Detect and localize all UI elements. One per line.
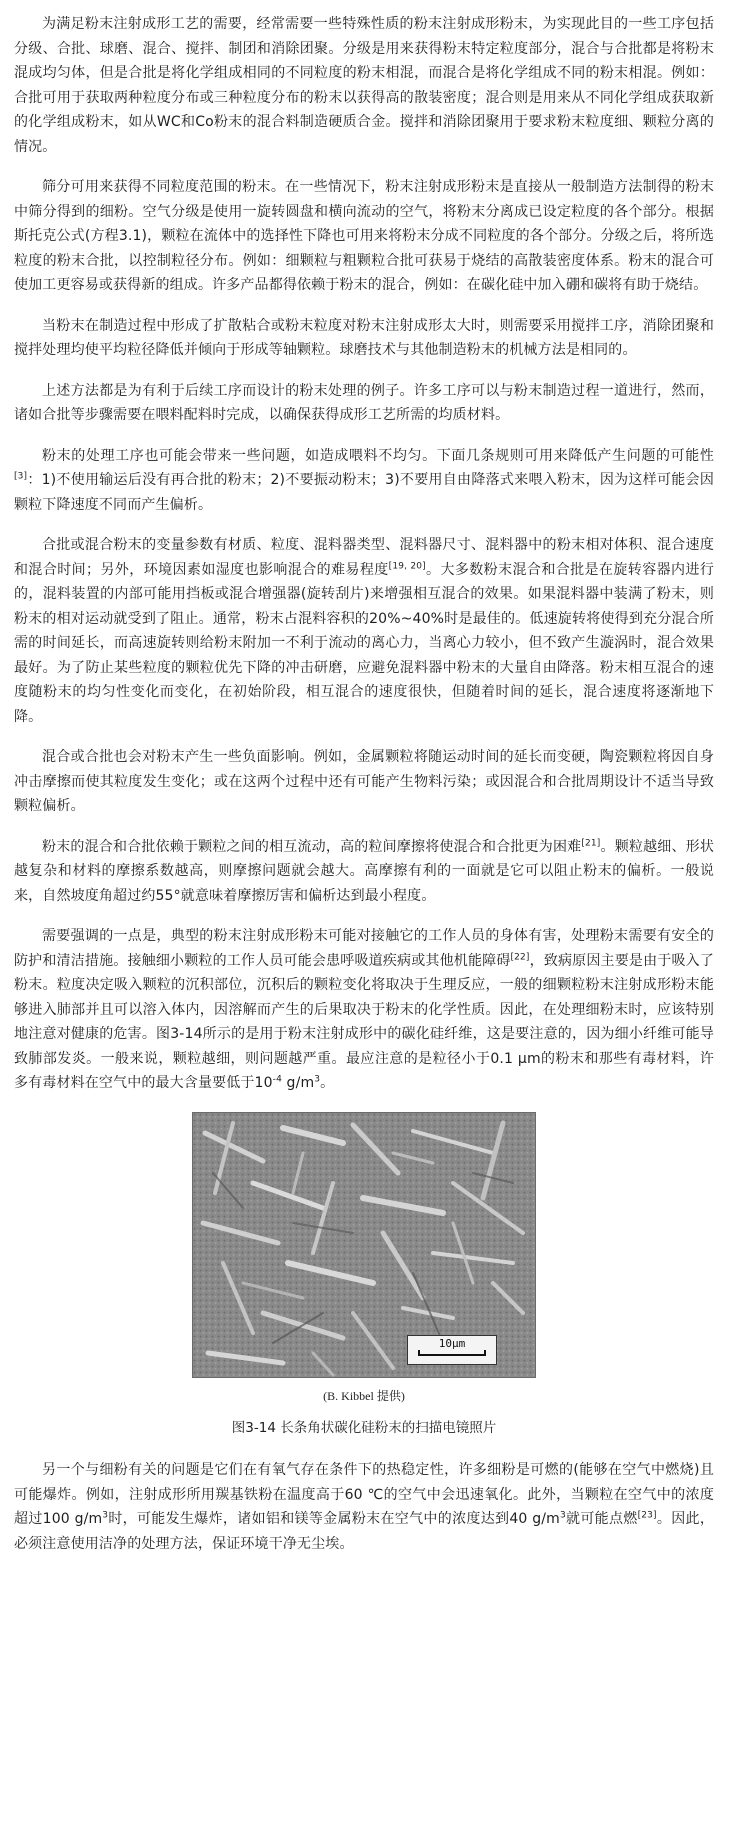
paragraph-8-text-b: 。颗粒越细、形状越复杂和材料的摩擦系数越高，则摩擦问题就会越大。高摩擦有利的一面就是它可以阻止粉末的偏析。一般说来，自然坡度角超过约55°就意味着摩擦厉害和偏析达到最小程度。: [14, 838, 715, 904]
scale-bar-label: 10μm: [438, 1336, 466, 1350]
paragraph-9-end: 。: [320, 1075, 335, 1091]
scale-bar-tick-left: [418, 1350, 420, 1356]
exponent-3a: 3: [102, 1510, 109, 1521]
paragraph-1: [14, 12, 714, 159]
paragraph-6-text-a: 合批或混合粉末的变量参数有材质、粒度、混料器类型、混料器尺寸、混料器中的粉末相对体积、混合速度和混合时间；另外，环境因素如湿度也影响混合的难易程度: [14, 537, 714, 578]
paragraph-3: [14, 314, 714, 363]
figure-3-14: [14, 1112, 714, 1405]
citation-21: [21]: [581, 837, 601, 848]
paragraph-4-text: 上述方法都是为有利于后续工序而设计的粉末处理的例子。许多工序可以与粉末制造过程一道进行，然而，诸如合批等步骤需要在喂料配料时完成，以确保获得成形工艺所需的均质材料。: [14, 382, 714, 423]
paragraph-6-text-b: 。大多数粉末混合和合批是在旋转容器内进行的，混料装置的内部可能用挡板或混合增强器(旋转刮片)来增强相互混合的效果。如果混料器中装满了粉末，则粉末的相对运动就受到了阻止。通常，粉末占混料容积的20%~40%时是最佳的。低速旋转将使得到充分混合所需的时间延长，而高速旋转则给粉末附加一不利于流动的离心力，当离心力较小，但不致产生漩涡时，混合效果最好。为了防止某些粒度的颗粒优先下降的冲击研磨，应避免混料器中粉末的大量自由降落。粉末相互混合的速度随粉末的均匀性变化而变化，在初始阶段，相互混合的速度很快，但随着时间的延长，混合速度将逐渐地下降。: [14, 561, 714, 725]
scale-bar-tick-right: [484, 1350, 486, 1356]
paragraph-5: [14, 444, 714, 518]
paragraph-7-text: 混合或合批也会对粉末产生一些负面影响。例如，金属颗粒将随运动时间的延长而变硬，陶瓷颗粒将因自身冲击摩擦而使其粒度发生变化；或在这两个过程中还有可能产生物料污染；或因混合和合批周期设计不适当导致颗粒偏析。: [14, 749, 714, 814]
exponent-neg4: -4: [272, 1074, 282, 1085]
scale-bar: [407, 1335, 497, 1365]
citation-19-20: [19, 20]: [388, 560, 426, 571]
paragraph-10-text-d: 。因此，必须注意使用洁净的处理方法，保证环境干净无尘埃。: [14, 1511, 715, 1552]
paragraph-4: [14, 379, 714, 428]
paragraph-2: [14, 175, 714, 298]
scale-bar-line: [418, 1354, 486, 1356]
paragraph-8-text-a: 粉末的混合和合批依赖于颗粒之间的相互流动，高的粒间摩擦将使混合和合批更为困难: [42, 838, 582, 855]
paragraph-3-text: 当粉末在制造过程中形成了扩散粘合或粉末粒度对粉末注射成形太大时，则需要采用搅拌工序，消除团聚和搅拌处理均使平均粒径降低并倾向于形成等轴颗粒。球磨技术与其他制造粉末的机械方法是相同的。: [14, 317, 714, 358]
paragraph-8: [14, 835, 714, 909]
paragraph-9: [14, 924, 714, 1096]
paragraph-1-text: 为满足粉末注射成形工艺的需要，经常需要一些特殊性质的粉末注射成形粉末，为实现此目的一些工序包括分级、合批、球磨、混合、搅拌、制团和消除团聚。分级是用来获得粉末特定粒度部分，混合与合批都是将粉末混成均匀体，但是合批是将化学组成相同的不同粒度的粉末相混，而混合是将化学组成不同的粉末相混。例如：合批可用于获取两种粒度分布或三种粒度分布的粉末以获得高的散装密度；混合则是用来从不同化学组成获取新的化学组成粉末，如从WC和Co粉末的混合料制造硬质合金。搅拌和消除团聚用于要求粉末粒度细、颗粒分离的情况。: [14, 16, 714, 155]
paragraph-5-text-a: 粉末的处理工序也可能会带来一些问题，如造成喂料不均匀。下面几条规则可用来降低产生问题的可能性: [42, 447, 714, 464]
paragraph-9-text-b: ，致病原因主要是由于吸入了粉末。粒度决定吸入颗粒的沉积部位，沉积后的颗粒变化将取决于生理反应，一般的细颗粒粉末注射成形粉末能够进入肺部并且可以溶入体内，因溶解而产生的后果取决于粉末的化学性质。因此，在处理细粉末时，应该特别地注意对健康的危害。图3-14所示的是用于粉末注射成形中的碳化硅纤维，这是要注意的，因为细小纤维可能导致肺部发炎。一般来说，颗粒越细，则问题越严重。最应注意的是粒径小于0.1 μm的粉末和那些有毒材料，许多有毒材料在空气中的最大含量要低于10: [14, 952, 715, 1091]
sem-micrograph: [192, 1112, 536, 1378]
paragraph-9-text-a: 需要强调的一点是，典型的粉末注射成形粉末可能对接触它的工作人员的身体有害，处理粉末需要有安全的防护和清洁措施。接触细小颗粒的工作人员可能会患呼吸道疾病或其他机能障碍: [14, 928, 714, 969]
exponent-3b: 3: [559, 1510, 566, 1521]
paragraph-7: [14, 745, 714, 819]
citation-23: [23]: [637, 1510, 657, 1521]
exponent-3: 3: [314, 1074, 321, 1085]
paragraph-10-text-c: 就可能点燃: [565, 1511, 638, 1527]
citation-3: [3]: [14, 471, 28, 482]
paragraph-10-text-b: 时，可能发生爆炸，诸如铝和镁等金属粉末在空气中的浓度达到40 g/m: [108, 1511, 560, 1527]
paragraph-10-text-a: 另一个与细粉有关的问题是它们在有氧气存在条件下的热稳定性，许多细粉是可燃的(能够在空气中燃烧)且可能爆炸。例如，注射成形所用羰基铁粉在温度高于60 ℃的空气中会迅速氧化。此外，当颗粒在空气中的浓度超过100 g/m: [14, 1462, 714, 1527]
paragraph-5-text-b: ：1)不使用输运后没有再合批的粉末；2)不要振动粉末；3)不要用自由降落式来喂入粉末，因为这样可能会因颗粒下降速度不同而产生偏析。: [14, 472, 714, 513]
paragraph-2-text: 筛分可用来获得不同粒度范围的粉末。在一些情况下，粉末注射成形粉末是直接从一般制造方法制得的粉末中筛分得到的细粉。空气分级是使用一旋转圆盘和横向流动的空气，将粉末分离成已设定粒度的各个部分。根据斯托克公式(方程3.1)，颗粒在流体中的选择性下降也可用来将粉末分成不同粒度的各个部分。分级之后，将所选粒度的粉末合批，以控制粒径分布。例如：细颗粒与粗颗粒合批可获易于烧结的高散装密度体系。粉末的混合可使加工更容易或获得新的组成。许多产品都得依赖于粉末的混合，例如：在碳化硅中加入硼和碳将有助于烧结。: [14, 179, 714, 293]
paragraph-10: [14, 1458, 714, 1556]
citation-22: [22]: [510, 951, 530, 962]
paragraph-6: [14, 533, 714, 729]
unit-g-per-m: g/m: [281, 1075, 315, 1091]
figure-caption: 图3-14 长条角状碳化硅粉末的扫描电镜照片: [231, 1420, 497, 1436]
image-credit: (B. Kibbel 提供): [323, 1389, 405, 1403]
